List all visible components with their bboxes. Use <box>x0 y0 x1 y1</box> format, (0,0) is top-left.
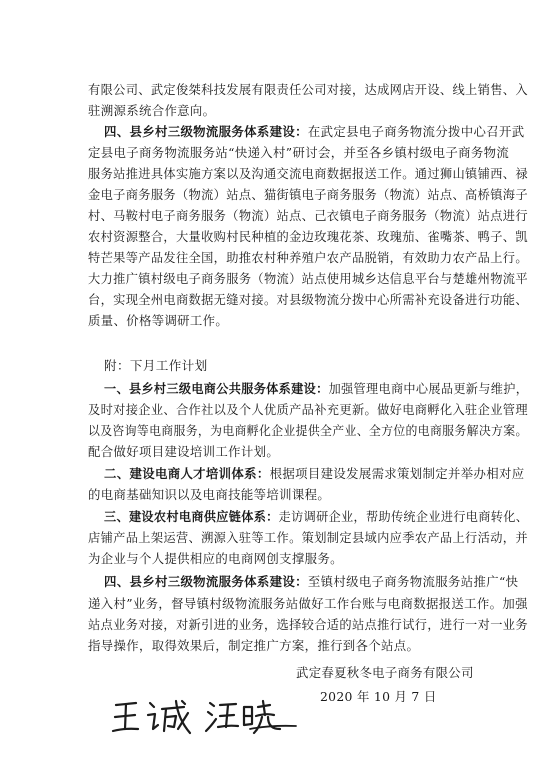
appendix-title: 附：下月工作计划 <box>104 358 208 373</box>
body-text-line: 店铺产品上架运营、溯源入驻等工作。策划制定县域内应季农产品上行活动，并 <box>88 530 528 545</box>
document-date: 2020 年 10 月 7 日 <box>320 689 437 704</box>
body-text: 走访调研企业，帮助传统企业进行电商转化、 <box>278 509 529 524</box>
body-text-line: 特芒果等产品发往全国，助推农村种养殖户农产品脱销，有效助力农产品上行。 <box>88 250 528 265</box>
plan-item-2-heading: 二、建设电商人才培训体系： <box>104 466 270 481</box>
body-text: 至镇村级电子商务物流服务站推广“快 <box>307 574 519 589</box>
body-text-line: 以及咨询等电商服务，为电商孵化企业提供全产业、全方位的电商服务解决方案。 <box>88 423 528 438</box>
section-4-heading: 四、县乡村三级物流服务体系建设： <box>104 124 308 139</box>
plan-item-2-first-line <box>104 466 524 482</box>
body-text-line: 台，实现全州电商数据无缝对接。对县级物流分拨中心所需补充设备进行功能、 <box>88 292 528 307</box>
body-text-line: 指导操作，取得效果后，制定推广方案，推行到各个站点。 <box>88 638 420 653</box>
body-text-line: 定县电子商务物流服务站“快递入村”研讨会，并至各乡镇村级电子商务物流 <box>88 145 510 160</box>
plan-item-1-heading: 一、县乡村三级电商公共服务体系建设： <box>104 381 329 396</box>
body-text-line: 有限公司、武定俊桀科技发展有限责任公司对接，达成网店开设、线上销售、入 <box>88 82 528 97</box>
body-text-line: 配合做好项目建设培训工作计划。 <box>88 444 280 459</box>
body-text-line: 为企业与个人提供相应的电商网创支撑服务。 <box>88 551 343 566</box>
body-text-line: 村、马鞍村电子商务服务（物流）站点、己衣镇电子商务服务（物流）站点进行 <box>88 208 528 223</box>
plan-item-4-first-line <box>104 574 518 590</box>
section-4-paragraph-first-line <box>104 124 524 140</box>
body-text-line: 服务站推进具体实施方案以及沟通交流电商数据报送工作。通过狮山镇铺西、禄 <box>88 166 528 181</box>
body-text-line: 大力推广镇村级电子商务服务（物流）站点使用城乡达信息平台与楚雄州物流平 <box>88 271 528 286</box>
body-text-line: 及时对接企业、合作社以及个人优质产品补充更新。做好电商孵化入驻企业管理 <box>88 402 528 417</box>
body-text: 在武定县电子商务物流分拨中心召开武 <box>307 124 525 139</box>
body-text: 根据项目建设发展需求策划制定并举办相对应 <box>269 466 525 481</box>
body-text-line: 递入村”业务，督导镇村级物流服务站做好工作台账与电商数据报送工作。加强 <box>88 596 528 611</box>
plan-item-4-heading: 四、县乡村三级物流服务体系建设： <box>104 574 308 589</box>
plan-item-1-first-line <box>104 381 528 397</box>
body-text-line: 农村资源整合，大量收购村民种植的金边玫瑰花茶、玫瑰茄、雀嘴茶、鸭子、凯 <box>88 229 528 244</box>
plan-item-3-first-line <box>104 509 528 525</box>
body-text-line: 质量、价格等调研工作。 <box>88 313 229 328</box>
body-text-line: 站点业务对接，对新引进的业务，选择较合适的站点推行试行，进行一对一业务 <box>88 617 528 632</box>
body-text-line: 的电商基础知识以及电商技能等培训课程。 <box>88 487 331 502</box>
handwritten-signature <box>110 695 300 743</box>
body-text-line: 金电子商务服务（物流）站点、猫街镇电子商务服务（物流）站点、高桥镇海子 <box>88 187 528 202</box>
body-text: 加强管理电商中心展品更新与维护， <box>328 381 529 396</box>
company-name: 武定春夏秋冬电子商务有限公司 <box>296 665 474 680</box>
body-text-line: 驻溯源系统合作意向。 <box>88 103 216 118</box>
plan-item-3-heading: 三、建设农村电商供应链体系： <box>104 509 279 524</box>
